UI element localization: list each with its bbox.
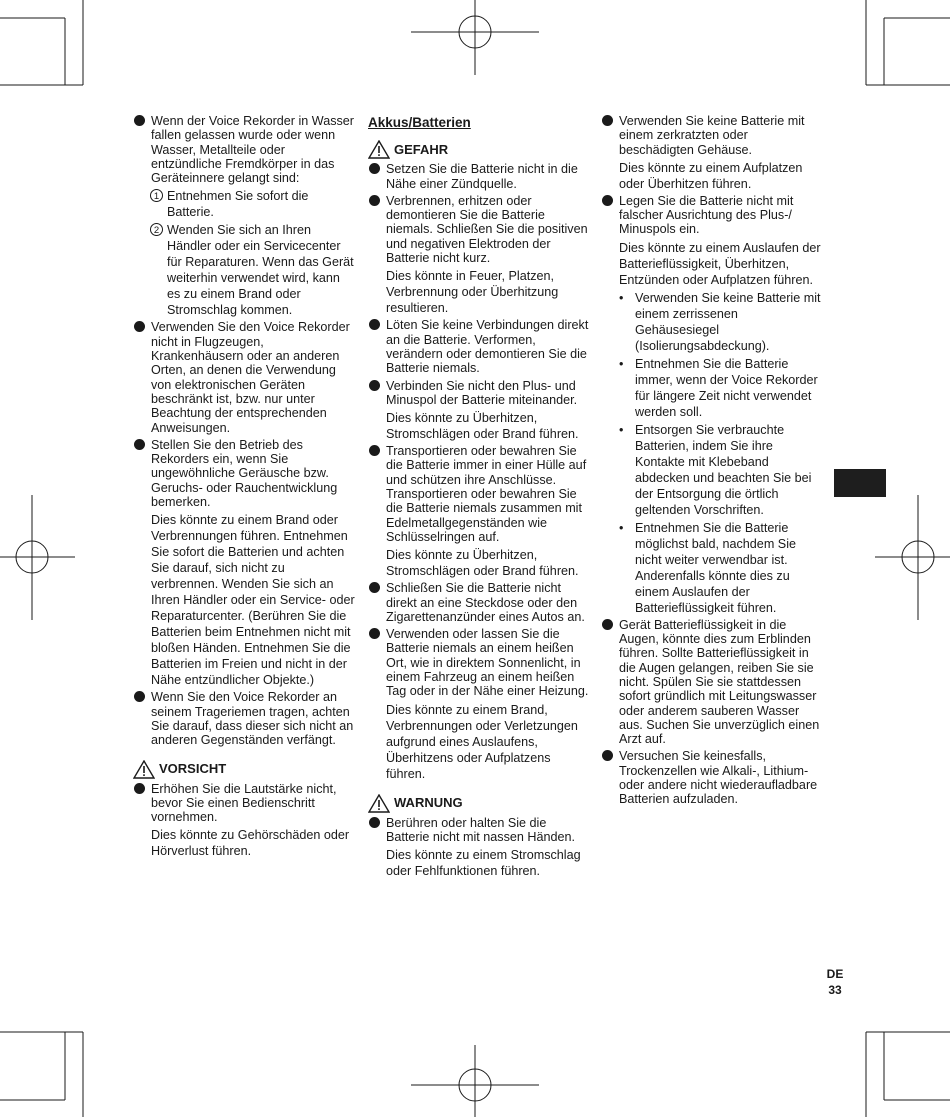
- bullet-icon: [134, 321, 145, 332]
- warning-triangle-icon: [368, 140, 390, 159]
- list-item: [133, 114, 355, 185]
- caution-label: VORSICHT: [159, 760, 227, 776]
- item-note: Dies könnte in Feuer, Platzen, Verbrennung oder Überhitzung resultieren.: [386, 269, 559, 316]
- language-code: DE: [826, 967, 844, 981]
- bullet-icon: [602, 750, 613, 761]
- bullet-icon: [369, 445, 380, 456]
- numbered-step: [133, 188, 355, 220]
- step-text: Wenden Sie sich an Ihren Händler oder ein Servicecenter für Reparaturen. Wenn das Gerät weiterhin verwendet wird, kann es zu einem Brand oder Stromschlag kommen.: [167, 223, 354, 318]
- bullet-icon: [369, 195, 380, 206]
- list-item: [368, 162, 590, 191]
- section-tab-marker: [834, 469, 886, 497]
- list-item: [133, 320, 355, 434]
- list-item: [133, 438, 355, 509]
- list-item: [601, 749, 823, 806]
- warning-triangle-icon: [368, 794, 390, 813]
- list-item: [368, 581, 590, 624]
- sub-bullet: •: [619, 356, 624, 371]
- list-item: [368, 379, 590, 408]
- item-text: Versuchen Sie keinesfalls, Trockenzellen wie Alkali-, Lithium- oder andere nicht wiederaufladbare Batterien aufzuladen.: [619, 749, 818, 807]
- item-text: Verbrennen, erhitzen oder demontieren Sie die Batterie niemals. Schließen Sie die positiven und negativen Elektroden der Batterie nicht kurz.: [386, 193, 588, 266]
- warning-label: WARNUNG: [394, 794, 463, 810]
- sub-item-text: Verwenden Sie keine Batterie mit einem zerrissenen Gehäusesiegel (Isolierungsabdeckung).: [635, 290, 821, 353]
- item-text: Legen Sie die Batterie nicht mit falscher Ausrichtung des Plus-/ Minuspols ein.: [619, 193, 794, 237]
- list-item: [368, 627, 590, 698]
- page-footer: [826, 966, 844, 998]
- bullet-icon: [369, 628, 380, 639]
- list-item: [368, 816, 590, 845]
- bullet-icon: [134, 691, 145, 702]
- item-text: Wenn Sie den Voice Rekorder an seinem Trageriemen tragen, achten Sie darauf, dass dieser sich nicht an anderen Gegenständen verfängt.: [151, 690, 354, 748]
- list-item: [368, 444, 590, 544]
- item-note: Dies könnte zu Gehörschäden oder Hörverlust führen.: [151, 828, 350, 859]
- list-item: [368, 318, 590, 375]
- item-text: Löten Sie keine Verbindungen direkt an die Batterie. Verformen, verändern oder demontieren Sie die Batterie niemals.: [386, 318, 589, 376]
- sub-item-text: Entnehmen Sie die Batterie möglichst bald, nachdem Sie nicht weiter verwendbar ist. Anderenfalls könnte dies zu einem Auslaufen der Batterieflüssigkeit führen.: [635, 520, 797, 615]
- danger-heading: [368, 140, 590, 159]
- item-text: Setzen Sie die Batterie nicht in die Nähe einer Zündquelle.: [386, 162, 578, 191]
- bullet-icon: [602, 195, 613, 206]
- sub-list-item: [601, 422, 823, 518]
- sub-item-text: Entnehmen Sie die Batterie immer, wenn der Voice Rekorder für längere Zeit nicht verwendet werden soll.: [635, 356, 818, 419]
- step-number: 2: [150, 223, 163, 236]
- item-note: Dies könnte zu einem Stromschlag oder Fehlfunktionen führen.: [386, 848, 581, 879]
- sub-item-text: Entsorgen Sie verbrauchte Batterien, indem Sie ihre Kontakte mit Klebeband abdecken und beachten Sie bei der Entsorgung die örtlich geltenden Vorschriften.: [635, 422, 812, 517]
- item-text: Verwenden oder lassen Sie die Batterie niemals an einem heißen Ort, wie in direktem Sonnenlicht, in einem Fahrzeug an einem heißen Tag oder in der Nähe einer Heizung.: [386, 627, 589, 699]
- item-note: Dies könnte zu Überhitzen, Stromschlägen oder Brand führen.: [386, 548, 579, 579]
- bullet-icon: [602, 115, 613, 126]
- item-text: Stellen Sie den Betrieb des Rekorders ein, wenn Sie ungewöhnliche Geräusche bzw. Geruchs- oder Rauchentwicklung bemerken.: [151, 437, 338, 510]
- item-text: Verwenden Sie keine Batterie mit einem zerkratzten oder beschädigten Gehäuse.: [619, 114, 805, 157]
- numbered-step: [133, 222, 355, 318]
- sub-list-item: [601, 356, 823, 420]
- bullet-icon: [369, 163, 380, 174]
- item-text: Schließen Sie die Batterie nicht direkt an eine Steckdose oder den Zigarettenanzünder eines Autos an.: [386, 581, 585, 624]
- bullet-icon: [134, 783, 145, 794]
- step-text: Entnehmen Sie sofort die Batterie.: [167, 189, 309, 220]
- item-text: Wenn der Voice Rekorder in Wasser fallen gelassen wurde oder wenn Wasser, Metallteile oder entzündliche Fremdkörper in das Geräteinnere gelangt sind:: [151, 114, 354, 186]
- bullet-icon: [602, 619, 613, 630]
- bullet-icon: [369, 380, 380, 391]
- section-title: Akkus/Batterien: [368, 115, 471, 130]
- danger-label: GEFAHR: [394, 141, 449, 157]
- caution-heading: [133, 760, 355, 779]
- bullet-icon: [369, 817, 380, 828]
- item-note: Dies könnte zu einem Auslaufen der Batterieflüssigkeit, Überhitzen, Entzünden oder Aufplatzen führen.: [619, 240, 821, 287]
- list-item: [601, 618, 823, 747]
- item-text: Verwenden Sie den Voice Rekorder nicht in Flugzeugen, Krankenhäusern oder an anderen Orten, an denen die Verwendung von elektronischen Geräten beschränkt ist, bzw. nur unter Beachtung der entsprechenden Anweisungen.: [151, 320, 350, 435]
- warning-triangle-icon: [133, 760, 155, 779]
- bullet-icon: [369, 319, 380, 330]
- item-text: Gerät Batterieflüssigkeit in die Augen, könnte dies zum Erblinden führen. Sollte Batterieflüssigkeit in die Augen gelangen, reiben Sie sie nicht. Spülen Sie sie stattdessen sofort gründlich mit Leitungswasser oder anderem sauberen Wasser aus. Suchen Sie unverzüglich einen Arzt auf.: [619, 617, 820, 747]
- list-item: [368, 194, 590, 265]
- sub-bullet: •: [619, 520, 624, 535]
- item-text: Berühren oder halten Sie die Batterie nicht mit nassen Händen.: [386, 815, 576, 844]
- bullet-icon: [369, 582, 380, 593]
- list-item: [601, 114, 823, 157]
- item-text: Erhöhen Sie die Lautstärke nicht, bevor Sie einen Bedienschritt vornehmen.: [151, 781, 337, 825]
- warning-heading: [368, 794, 590, 813]
- sub-bullet: •: [619, 290, 624, 305]
- item-note: Dies könnte zu Überhitzen, Stromschlägen oder Brand führen.: [386, 411, 579, 442]
- bullet-icon: [134, 115, 145, 126]
- sub-list-item: [601, 520, 823, 616]
- list-item: [133, 690, 355, 747]
- column-left: [133, 114, 355, 861]
- column-middle: [368, 114, 590, 881]
- item-note: Dies könnte zu einem Brand oder Verbrennungen führen. Entnehmen Sie sofort die Batterien und achten Sie darauf, sich nicht zu verbrennen. Wenden Sie sich an Ihren Händler oder ein Service- oder Reparaturcenter. (Berühren Sie die Batterien beim Entnehmen nicht mit bloßen Händen. Entnehmen Sie die Batterien im Freien und nicht in der Nähe entzündlicher Objekte.): [151, 513, 355, 688]
- sub-bullet: •: [619, 422, 624, 437]
- item-text: Transportieren oder bewahren Sie die Batterie immer in einer Hülle auf und schützen ihre Anschlüsse. Transportieren oder bewahren Sie die Batterie niemals zusammen mit Edelmetallgegenständen wie Schlüsselringen auf.: [386, 444, 587, 544]
- bullet-icon: [134, 439, 145, 450]
- column-right: [601, 114, 823, 810]
- step-number: 1: [150, 189, 163, 202]
- item-note: Dies könnte zu einem Brand, Verbrennungen oder Verletzungen aufgrund eines Auslaufens, Überhitzens oder Aufplatzens führen.: [386, 702, 578, 781]
- list-item: [133, 782, 355, 825]
- page-number: 33: [828, 983, 842, 997]
- sub-list-item: [601, 290, 823, 354]
- list-item: [601, 194, 823, 237]
- item-note: Dies könnte zu einem Aufplatzen oder Überhitzen führen.: [619, 160, 803, 191]
- item-text: Verbinden Sie nicht den Plus- und Minuspol der Batterie miteinander.: [386, 378, 578, 407]
